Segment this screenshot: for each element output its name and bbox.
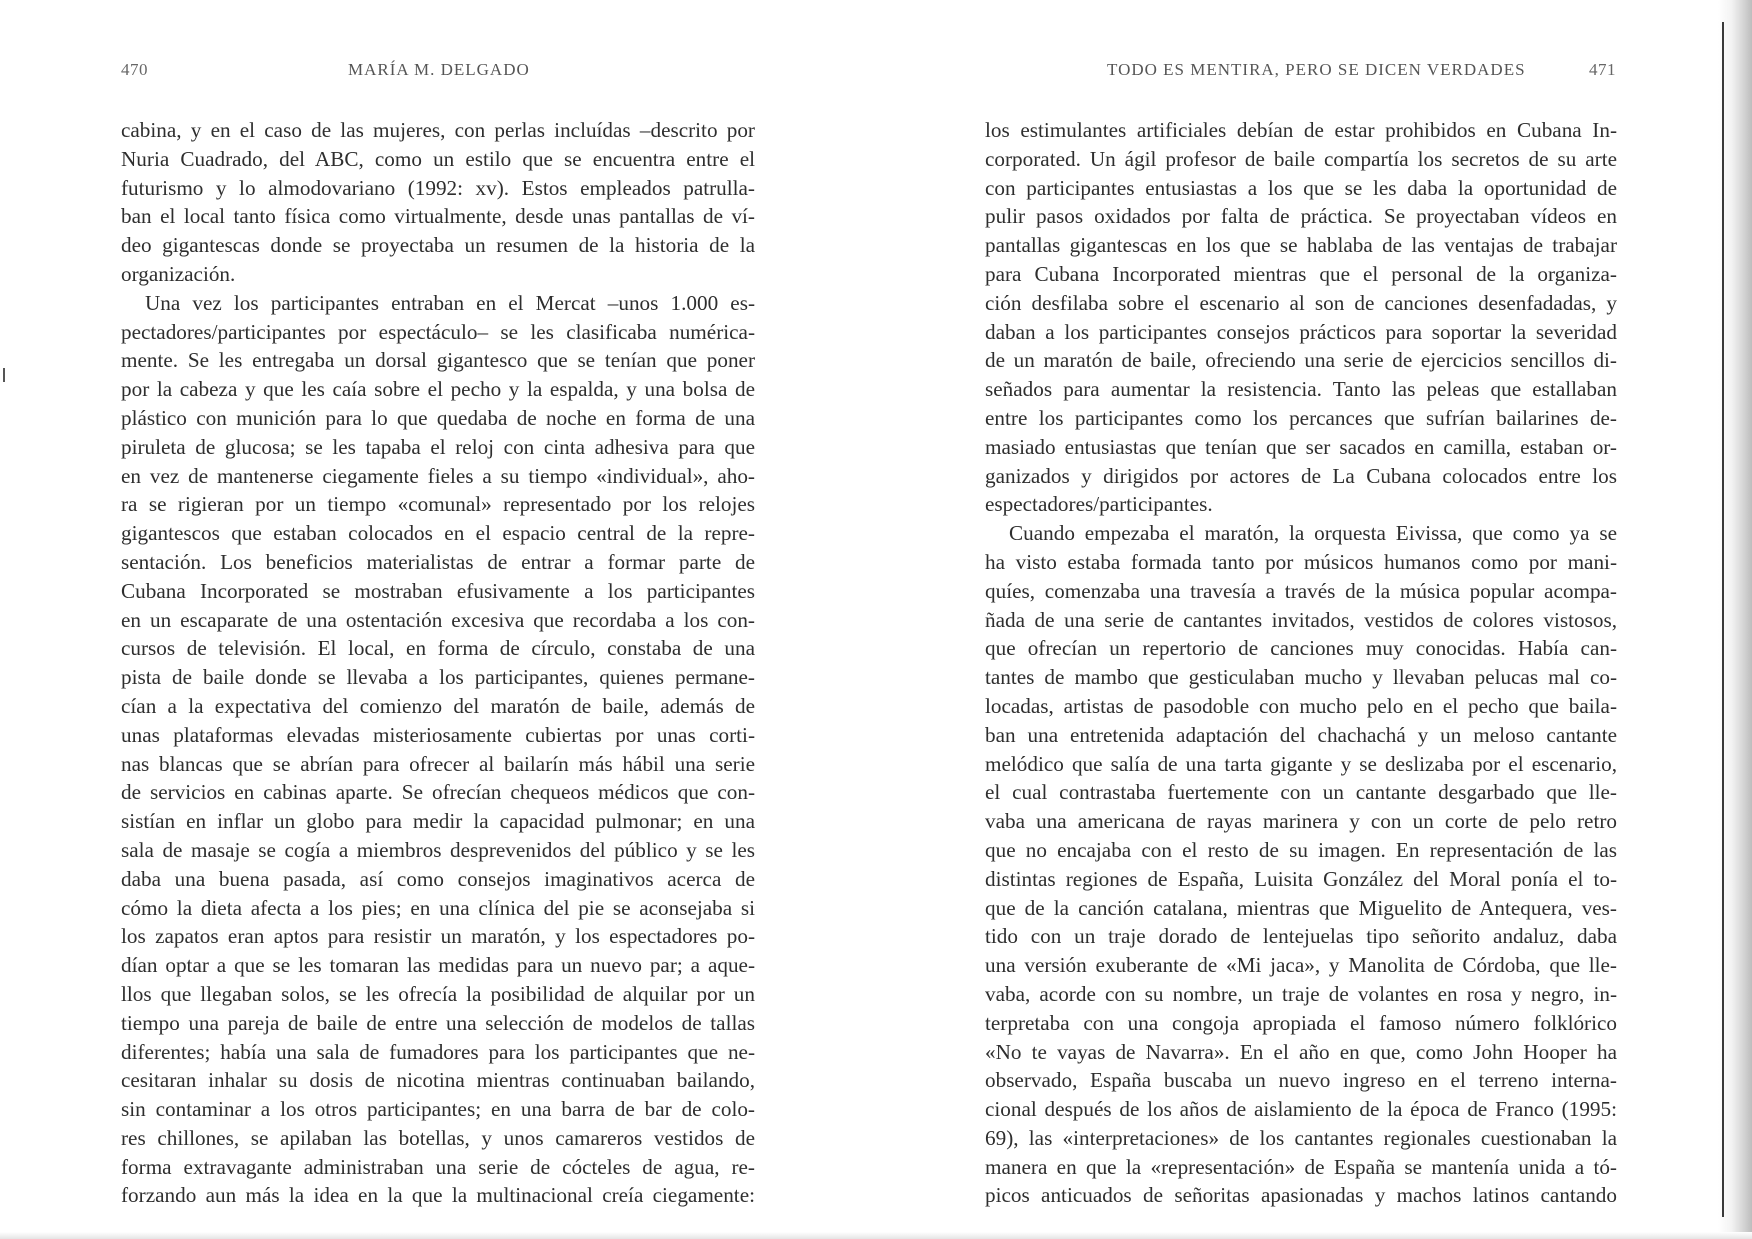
text-line: entre los participantes como los percances que sufrían bailarines de- bbox=[985, 405, 1617, 430]
text-line: mente. Se les entregaba un dorsal gigantesco que se tenían que poner bbox=[121, 348, 755, 373]
scan-margin-mark bbox=[3, 368, 5, 382]
text-line: gigantescos que estaban colocados en el espacio central de la repre- bbox=[121, 521, 755, 546]
text-line: con participantes entusiastas a los que se les daba la oportunidad de bbox=[985, 175, 1617, 200]
text-line: cían a la expectativa del comienzo del maratón de baile, además de bbox=[121, 693, 755, 718]
page-number-right: 471 bbox=[1589, 60, 1616, 79]
text-line: quíes, comenzaba una travesía a través de la música popular acompa- bbox=[985, 578, 1617, 603]
right-text-column bbox=[985, 116, 1617, 1210]
text-line: futurismo y lo almodovariano (1992: xv). Estos empleados patrulla- bbox=[121, 175, 755, 200]
text-line: pantallas gigantescas en los que se hablaba de las ventajas de trabajar bbox=[985, 233, 1617, 258]
page-number-left: 470 bbox=[121, 60, 148, 79]
text-line: sin contaminar a los otros participantes; en una barra de bar de colo- bbox=[121, 1097, 755, 1122]
text-line: nas blancas que se abrían para ofrecer al bailarín más hábil una serie bbox=[121, 751, 755, 776]
text-line: res chillones, se apilaban las botellas, y unos camareros vestidos de bbox=[121, 1125, 755, 1150]
text-line: cabina, y en el caso de las mujeres, con perlas incluídas –descrito por bbox=[121, 118, 755, 142]
text-line: forma extravagante administraban una serie de cócteles de agua, re- bbox=[121, 1154, 755, 1179]
text-line: cursos de televisión. El local, en forma de círculo, constaba de una bbox=[121, 636, 755, 661]
text-line: vaba, acorde con su nombre, un traje de volantes en rosa y negro, in- bbox=[985, 981, 1617, 1006]
text-line: pista de baile donde se llevaba a los participantes, quienes permane- bbox=[121, 665, 755, 690]
text-line: picos anticuados de señoritas apasionadas y machos latinos cantando bbox=[985, 1183, 1617, 1208]
text-line: el cual contrastaba fuertemente con un cantante desgarbado que lle- bbox=[985, 780, 1617, 805]
text-line: unas plataformas elevadas misteriosamente cubiertas por unas corti- bbox=[121, 722, 755, 747]
text-line: ción desfilaba sobre el escenario al son de canciones desenfadadas, y bbox=[985, 290, 1617, 315]
text-line: ñada de una serie de cantantes invitados, vestidos de colores vistosos, bbox=[985, 607, 1617, 632]
text-line: melódico que salía de una tarta gigante y se deslizaba por el escenario, bbox=[985, 751, 1617, 776]
text-line: llos que llegaban solos, se les ofrecía la posibilidad de alquilar por un bbox=[121, 981, 755, 1006]
text-line: locadas, artistas de pasodoble con mucho pelo en el pecho que baila- bbox=[985, 693, 1617, 718]
text-line: en vez de mantenerse ciegamente fieles a su tiempo «individual», aho- bbox=[121, 463, 755, 488]
text-line: observado, España buscaba un nuevo ingreso en el terreno interna- bbox=[985, 1068, 1617, 1093]
text-line: manera en que la «representación» de España se mantenía unida a tó- bbox=[985, 1154, 1617, 1179]
text-line: espectadores/participantes. bbox=[985, 492, 1213, 517]
text-line: daba una buena pasada, así como consejos imaginativos acerca de bbox=[121, 866, 755, 891]
text-line: terpretaba con una congoja apropiada el famoso número folklórico bbox=[985, 1010, 1617, 1035]
text-line: que de la canción catalana, mientras que Miguelito de Antequera, ves- bbox=[985, 895, 1617, 920]
binding-edge bbox=[1722, 22, 1724, 1217]
text-line: pectadores/participantes por espectáculo– se les clasificaba numérica- bbox=[121, 319, 755, 344]
text-line: corporated. Un ágil profesor de baile compartía los secretos de su arte bbox=[985, 146, 1617, 171]
text-line: cesitaran inhalar su dosis de nicotina mientras continuaban bailando, bbox=[121, 1068, 755, 1093]
text-line: «No te vayas de Navarra». En el año en que, como John Hooper ha bbox=[985, 1039, 1617, 1064]
right-page bbox=[876, 0, 1718, 1239]
text-line: plástico con munición para lo que quedaba de noche en forma de una bbox=[121, 405, 755, 430]
text-line: Cubana Incorporated se mostraban efusivamente a los participantes bbox=[121, 578, 755, 603]
text-line: los zapatos eran aptos para resistir un maratón, y los espectadores po- bbox=[121, 924, 755, 949]
text-line: Una vez los participantes entraban en el Mercat –unos 1.000 es- bbox=[145, 290, 755, 315]
text-line: cómo la dieta afecta a los pies; en una clínica del pie se aconsejaba si bbox=[121, 895, 755, 920]
text-line: vaba una americana de rayas marinera y con un corte de pelo retro bbox=[985, 809, 1617, 834]
text-line: dían optar a que se les tomaran las medidas para un nuevo par; a aque- bbox=[121, 953, 755, 978]
text-line: de servicios en cabinas aparte. Se ofrecían chequeos médicos que con- bbox=[121, 780, 755, 805]
text-line: sentación. Los beneficios materialistas de entrar a formar parte de bbox=[121, 549, 755, 574]
running-head-right: TODO ES MENTIRA, PERO SE DICEN VERDADES bbox=[1107, 60, 1526, 79]
text-line: una versión exuberante de «Mi jaca», y Manolita de Córdoba, que lle- bbox=[985, 953, 1617, 978]
text-line: señados para aumentar la resistencia. Tanto las peleas que estallaban bbox=[985, 377, 1617, 402]
text-line: ban una entretenida adaptación del chachachá y un meloso cantante bbox=[985, 722, 1617, 747]
text-line: daban a los participantes consejos prácticos para soportar la severidad bbox=[985, 319, 1617, 344]
text-line: que ofrecían un repertorio de canciones muy conocidas. Había can- bbox=[985, 636, 1617, 661]
text-line: en un escaparate de una ostentación excesiva que recordaba a los con- bbox=[121, 607, 755, 632]
text-line: ra se rigieran por un tiempo «comunal» representado por los relojes bbox=[121, 492, 755, 517]
text-line: ganizados y dirigidos por actores de La Cubana colocados entre los bbox=[985, 463, 1617, 488]
text-line: ban el local tanto física como virtualmente, desde unas pantallas de ví- bbox=[121, 204, 755, 229]
text-line: pulir pasos oxidados por falta de práctica. Se proyectaban vídeos en bbox=[985, 204, 1617, 229]
text-line: Cuando empezaba el maratón, la orquesta Eivissa, que como ya se bbox=[1009, 521, 1617, 546]
text-line: deo gigantescas donde se proyectaba un resumen de la historia de la bbox=[121, 233, 755, 258]
text-line: Nuria Cuadrado, del ABC, como un estilo que se encuentra entre el bbox=[121, 146, 755, 171]
text-line: organización. bbox=[121, 261, 236, 286]
scan-bottom-edge bbox=[0, 1232, 1752, 1239]
text-line: masiado entusiastas que tenían que ser sacados en camilla, estaban or- bbox=[985, 434, 1617, 459]
text-line: para Cubana Incorporated mientras que el personal de la organiza- bbox=[985, 261, 1617, 286]
text-line: piruleta de glucosa; se les tapaba el reloj con cinta adhesiva para que bbox=[121, 434, 755, 459]
text-line: los estimulantes artificiales debían de estar prohibidos en Cubana In- bbox=[985, 118, 1617, 142]
text-line: tido con un traje dorado de lentejuelas tipo señorito andaluz, daba bbox=[985, 924, 1617, 949]
text-line: sistían en inflar un globo para medir la capacidad pulmonar; en una bbox=[121, 809, 755, 834]
text-line: ha visto estaba formada tanto por músicos humanos como por mani- bbox=[985, 549, 1617, 574]
text-line: diferentes; había una sala de fumadores para los participantes que ne- bbox=[121, 1039, 755, 1064]
text-line: tiempo una pareja de baile de entre una selección de modelos de tallas bbox=[121, 1010, 755, 1035]
text-line: sala de masaje se cogía a miembros desprevenidos del público y se les bbox=[121, 837, 755, 862]
text-line: tantes de mambo que gesticulaban mucho y llevaban pelucas mal co- bbox=[985, 665, 1617, 690]
text-line: distintas regiones de España, Luisita González del Moral ponía el to- bbox=[985, 866, 1617, 891]
left-text-column bbox=[121, 116, 755, 1210]
text-line: 69), las «interpretaciones» de los cantantes regionales cuestionaban la bbox=[985, 1125, 1617, 1150]
text-line: forzando aun más la idea en la que la multinacional creía ciegamente: bbox=[121, 1183, 755, 1208]
running-head-left: MARÍA M. DELGADO bbox=[348, 60, 530, 79]
text-line: que no encajaba con el resto de su imagen. En representación de las bbox=[985, 837, 1617, 862]
text-line: de un maratón de baile, ofreciendo una serie de ejercicios sencillos di- bbox=[985, 348, 1617, 373]
text-line: por la cabeza y que les caía sobre el pecho y la espalda, y una bolsa de bbox=[121, 377, 755, 402]
text-line: cional después de los años de aislamiento de la época de Franco (1995: bbox=[985, 1097, 1617, 1122]
